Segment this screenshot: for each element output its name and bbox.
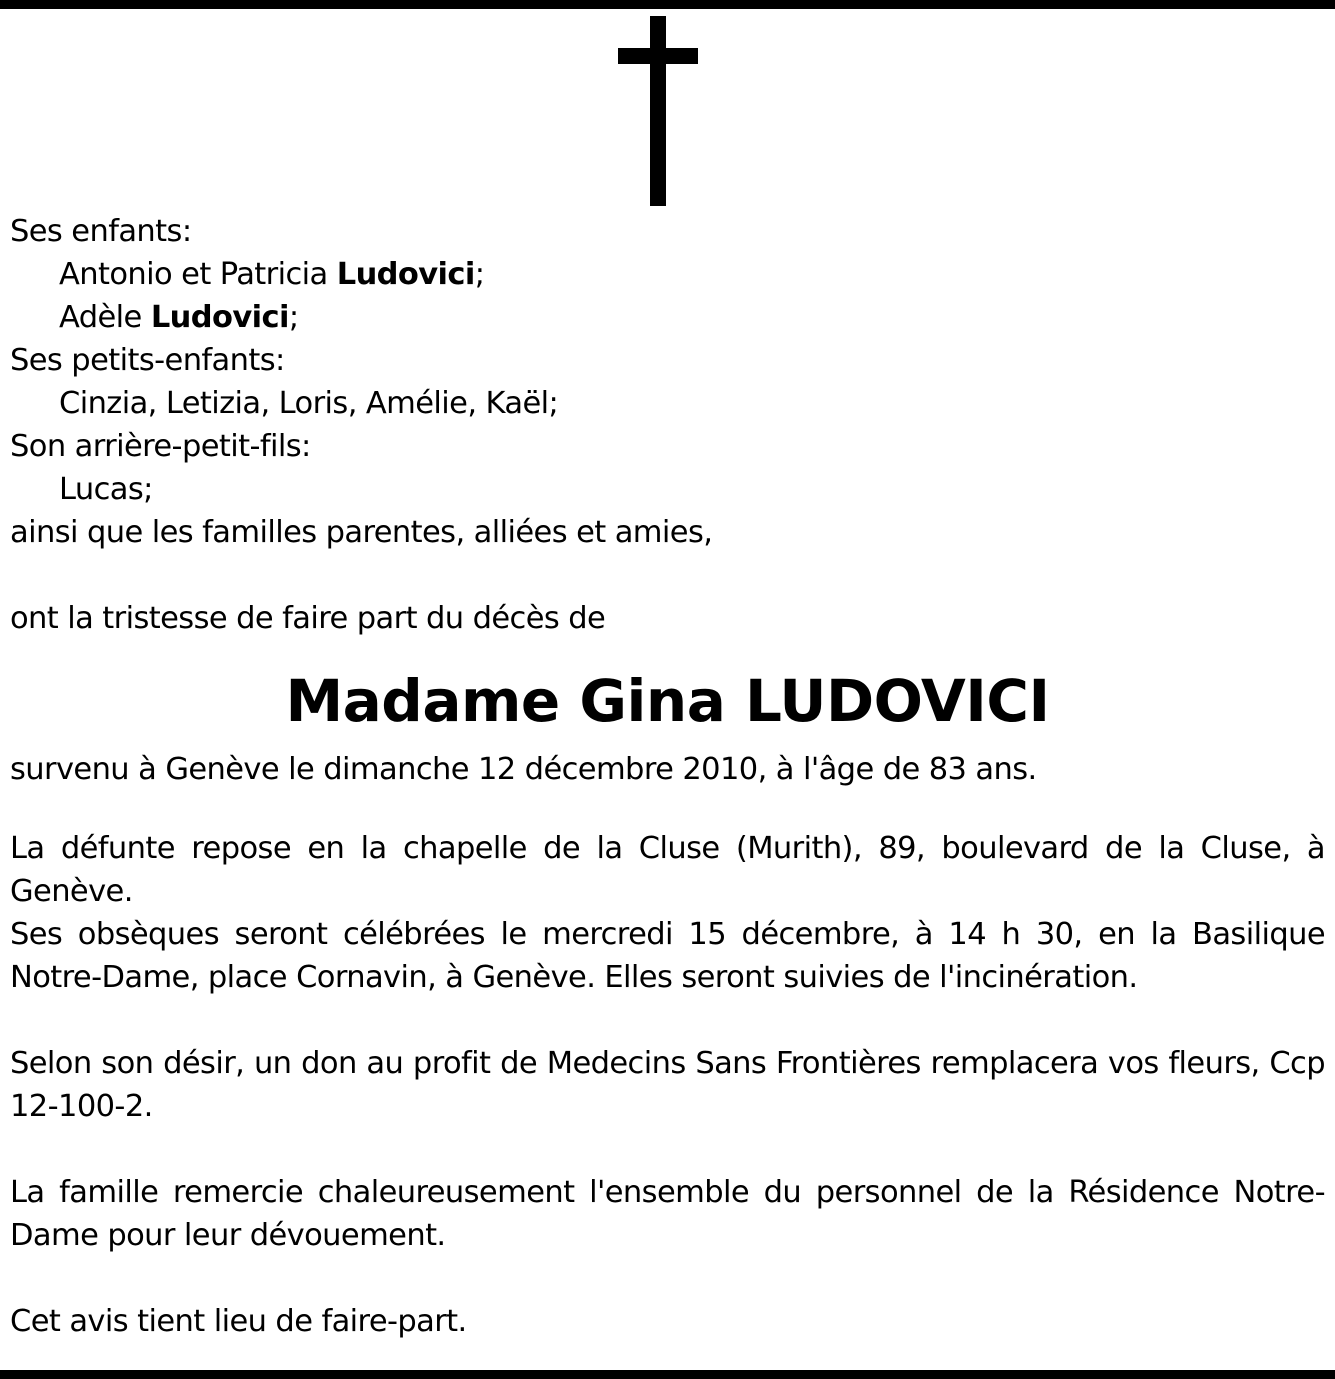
child-entry <box>10 253 1325 296</box>
child-entry-punctuation: ; <box>474 257 485 292</box>
grandchildren-list: Cinzia, Letizia, Loris, Amélie, Kaël; <box>59 386 559 421</box>
great-grandchild-heading: Son arrière-petit-fils: <box>10 429 311 464</box>
announcement-line: ont la tristesse de faire part du décès de <box>10 601 606 636</box>
funeral-paragraph: Ses obsèques seront célébrées le mercredi 15 décembre, à 14 h 30, en la Basilique Notre-Dame, place Cornavin, à Genève. Elles seront suivies de l'incinération. <box>10 917 1325 995</box>
bottom-border-rule <box>0 1370 1335 1379</box>
rest-location-paragraph: La défunte repose en la chapelle de la Cluse (Murith), 89, boulevard de la Cluse, à Genève. <box>10 831 1325 909</box>
child-given-names: Adèle <box>59 300 142 335</box>
relatives-line: ainsi que les familles parentes, alliées et amies, <box>10 515 713 550</box>
child-given-names: Antonio et Patricia <box>59 257 328 292</box>
child-entry <box>10 296 1325 339</box>
thanks-paragraph: La famille remercie chaleureusement l'ensemble du personnel de la Résidence Notre-Dame pour leur dévouement. <box>10 1175 1325 1253</box>
grandchildren-heading: Ses petits-enfants: <box>10 343 285 378</box>
deceased-name: Madame Gina LUDOVICI <box>285 667 1050 735</box>
closing-line: Cet avis tient lieu de faire-part. <box>10 1304 467 1339</box>
top-border-rule <box>0 0 1335 9</box>
cross-icon <box>618 16 698 206</box>
death-details: survenu à Genève le dimanche 12 décembre 2010, à l'âge de 83 ans. <box>10 752 1037 787</box>
donation-paragraph: Selon son désir, un don au profit de Medecins Sans Frontières remplacera vos fleurs, Ccp 12-100-2. <box>10 1046 1325 1124</box>
child-surname: Ludovici <box>336 257 475 292</box>
child-surname: Ludovici <box>150 300 289 335</box>
great-grandchild-name: Lucas; <box>59 472 153 507</box>
obituary-text <box>10 210 1325 1343</box>
children-heading: Ses enfants: <box>10 214 192 249</box>
child-entry-punctuation: ; <box>288 300 299 335</box>
